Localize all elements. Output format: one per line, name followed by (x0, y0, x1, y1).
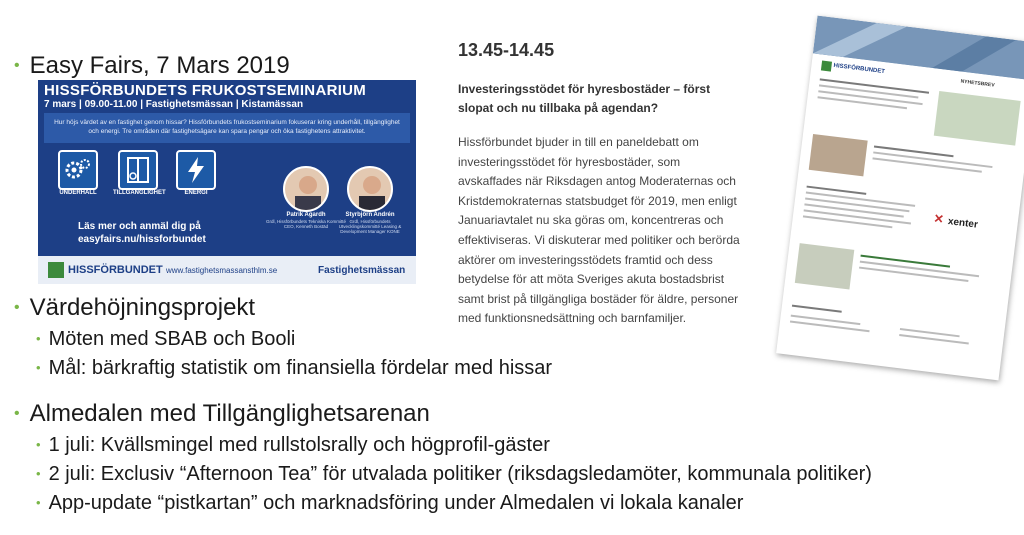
bullet-text: 2 juli: Exclusiv “Afternoon Tea” för utvalada politiker (riksdagsledamöter, kommunala politiker) (48, 463, 872, 485)
icon-label: UNDERHÅLL (59, 190, 97, 196)
bullet-text: App-update “pistkartan” och marknadsföring under Almedalen vi lokala kanaler (48, 492, 744, 514)
speaker-photo (347, 166, 393, 212)
icon-label: ENERGI (184, 190, 208, 196)
bullet-text: Almedalen med Tillgänglighetsarenan (29, 400, 430, 427)
article-time: 13.45-14.45 (458, 40, 555, 60)
icon-energi (176, 150, 221, 196)
bullet-alm-sub1 (36, 433, 550, 457)
bullet-text: 1 juli: Kvällsmingel med rullstolsrally och högprofil-gäster (48, 434, 550, 456)
xenter-logo: ✕ xenter (932, 211, 979, 231)
bullet-varde-sub2 (36, 356, 552, 380)
banner-subtitle: 7 mars | 09.00-11.00 | Fastighetsmässan | Kistamässan (44, 99, 304, 110)
bullet-icon: • (14, 299, 20, 316)
bullet-text: Mål: bärkraftig statistik om finansiella fördelar med hissar (48, 357, 553, 379)
newsletter-preview (776, 16, 1024, 381)
newsletter-logo-icon (821, 61, 832, 72)
icon-underhall (58, 150, 103, 196)
hissforbundet-logo-icon (48, 262, 64, 278)
speaker-name: Patrik Agardh (286, 212, 326, 218)
bullet-icon: • (14, 405, 20, 422)
banner-read-more: Läs mer och anmäl dig på easyfairs.nu/hissforbundet (78, 221, 206, 245)
banner-logo: HISSFÖRBUNDET (68, 264, 163, 276)
speaker-name: Styrbjörn Andrén (345, 212, 395, 218)
bullet-icon: • (36, 495, 41, 510)
bullet-icon: • (36, 360, 41, 375)
gears-icon (58, 150, 98, 190)
house-photo (795, 243, 854, 289)
speaker-role: Grdl, Hissförbundets Tekniska Kommitté CEO, Kenneth Bostäd (266, 219, 346, 229)
bullet-varde-sub1 (36, 327, 295, 351)
bullet-easyfairs (14, 52, 290, 80)
banner-title: HISSFÖRBUNDETS FRUKOSTSEMINARIUM (44, 82, 367, 99)
building-photo (934, 91, 1021, 146)
wheelchair-elevator-icon (118, 150, 158, 190)
newsletter-hero-image (813, 16, 1024, 81)
partner-logo: Fastighetsmässan (318, 265, 406, 276)
bullet-icon: • (14, 57, 20, 74)
newsletter-label: NYHETSBREV (960, 78, 995, 89)
meeting-photo (809, 134, 868, 176)
speaker-role: Grdl, Hissförbundets Utvecklingskommitté Leasing & Development Manager KONE (338, 219, 402, 234)
bullet-varde (14, 294, 255, 322)
bullet-text: Värdehöjningsprojekt (29, 294, 256, 321)
article-headline: Investeringsstödet för hyresbostäder – först slopat och nu tillbaka på agendan? (458, 82, 711, 115)
bullet-alm-sub3 (36, 491, 743, 515)
bullet-icon: • (36, 331, 41, 346)
bullet-almedalen (14, 400, 430, 428)
icon-tillganglighet (113, 150, 166, 196)
banner-url[interactable]: www.fastighetsmassansthlm.se (166, 266, 278, 275)
article-body: Hissförbundet bjuder in till en paneldebatt om investeringsstödet för hyresbostäder, som avskaffades när Riksdagen antog Moderaternas och Kristdemokraternas statsbudget för 2019, men enligt Januariavtalet nu ska göras om, koncentreras och effektiviseras. Vi diskuterar med politiker och berörda aktörer om investeringsstödets framtid och dess betydelse för att möta Sveriges akuta bostadsbrist samt brist på tillgängliga bostäder för äldre, personer med funktionsnedsättning och barnfamiljer. (458, 135, 740, 326)
seminar-banner (38, 80, 416, 284)
banner-link[interactable]: easyfairs.nu/hissforbundet (78, 234, 206, 245)
lightning-icon (176, 150, 216, 190)
speaker-photo (283, 166, 329, 212)
bullet-alm-sub2 (36, 462, 872, 486)
bullet-icon: • (36, 437, 41, 452)
xenter-icon: ✕ (932, 211, 945, 227)
icon-label: TILLGÄNGLIGHET (113, 190, 166, 196)
bullet-text: Möten med SBAB och Booli (48, 328, 296, 350)
bullet-icon: • (36, 466, 41, 481)
banner-description: Hur höjs värdet av en fastighet genom hissar? Hissförbundets frukostseminarium fokuserar kring underhåll, tillgänglighet och energi. Tre områden där fastighetsägare kan spara pengar och öka fastighetens attraktivitet. (44, 113, 410, 143)
banner-footer (38, 256, 416, 284)
bullet-text: Easy Fairs, 7 Mars 2019 (29, 52, 290, 79)
newsletter-logo: HISSFÖRBUNDET (833, 62, 886, 76)
speaker-2 (330, 166, 410, 234)
